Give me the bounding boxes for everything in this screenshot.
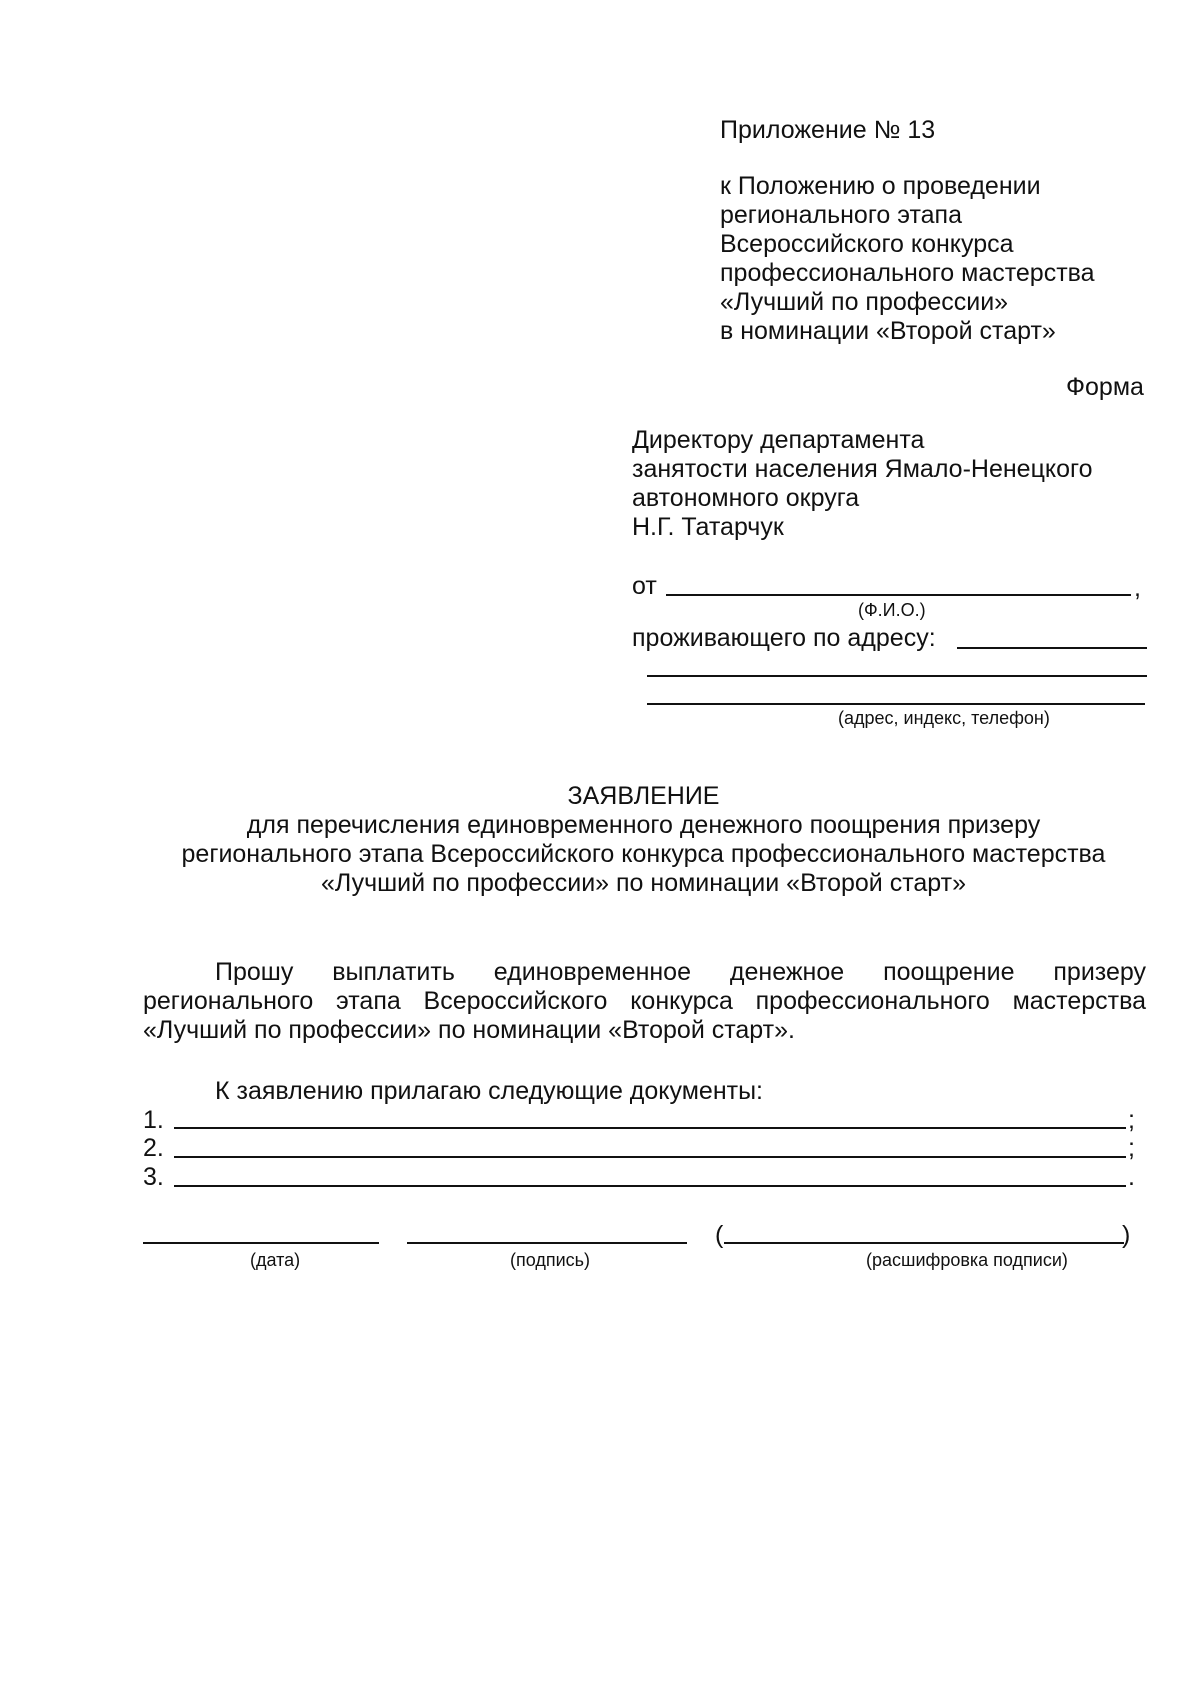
document-heading: ЗАЯВЛЕНИЕ [567, 782, 720, 810]
attachment-end: . [1128, 1163, 1135, 1191]
open-paren: ( [715, 1221, 724, 1249]
appendix-number: Приложение № 13 [720, 116, 936, 144]
signature-line[interactable] [407, 1242, 687, 1244]
appendix-line: «Лучший по профессии» [720, 288, 1009, 316]
signature-caption: (подпись) [510, 1250, 591, 1270]
close-paren: ) [1122, 1221, 1131, 1249]
address-line-3[interactable] [647, 703, 1145, 705]
address-line-1[interactable] [957, 647, 1147, 649]
form-label: Форма [1066, 373, 1144, 401]
date-caption: (дата) [250, 1250, 301, 1270]
attachment-number: 1. [143, 1106, 164, 1134]
signature-decode-line[interactable] [724, 1242, 1124, 1244]
addressee-line: Директору департамента [632, 426, 925, 454]
fio-line[interactable] [666, 594, 1131, 596]
addressee-line: занятости населения Ямало-Ненецкого [632, 455, 1093, 483]
attachments-intro: К заявлению прилагаю следующие документы: [215, 1077, 763, 1105]
attachment-number: 3. [143, 1163, 164, 1191]
fio-caption: (Ф.И.О.) [858, 600, 926, 620]
attachment-end: ; [1128, 1134, 1135, 1162]
attachment-number: 2. [143, 1134, 164, 1162]
request-paragraph: Прошу выплатить единовременное денежное поощрение призеру регионального этапа Всероссийского конкурса профессионального мастерства «Лучший по профессии» по номинации «Второй старт». [143, 958, 1146, 1044]
addressee-line: Н.Г. Татарчук [632, 513, 784, 541]
from-label: от [632, 572, 657, 600]
attachment-line[interactable] [174, 1127, 1126, 1129]
appendix-line: профессионального мастерства [720, 259, 1095, 287]
appendix-line: в номинации «Второй старт» [720, 317, 1056, 345]
appendix-line: регионального этапа [720, 201, 962, 229]
title-line: «Лучший по профессии» по номинации «Второй старт» [320, 869, 966, 897]
appendix-line: к Положению о проведении [720, 172, 1041, 200]
address-caption: (адрес, индекс, телефон) [838, 708, 1050, 728]
addressee-line: автономного округа [632, 484, 860, 512]
signature-decode-caption: (расшифровка подписи) [866, 1250, 1068, 1270]
title-line: регионального этапа Всероссийского конкурса профессионального мастерства [181, 840, 1106, 868]
address-line-2[interactable] [647, 675, 1147, 677]
attachment-line[interactable] [174, 1156, 1126, 1158]
attachment-end: ; [1128, 1106, 1135, 1134]
appendix-line: Всероссийского конкурса [720, 230, 1014, 258]
address-label: проживающего по адресу: [632, 624, 936, 652]
title-line: для перечисления единовременного денежного поощрения призеру [246, 811, 1041, 839]
fio-comma: , [1134, 574, 1141, 602]
attachment-line[interactable] [174, 1185, 1126, 1187]
date-line[interactable] [143, 1242, 379, 1244]
